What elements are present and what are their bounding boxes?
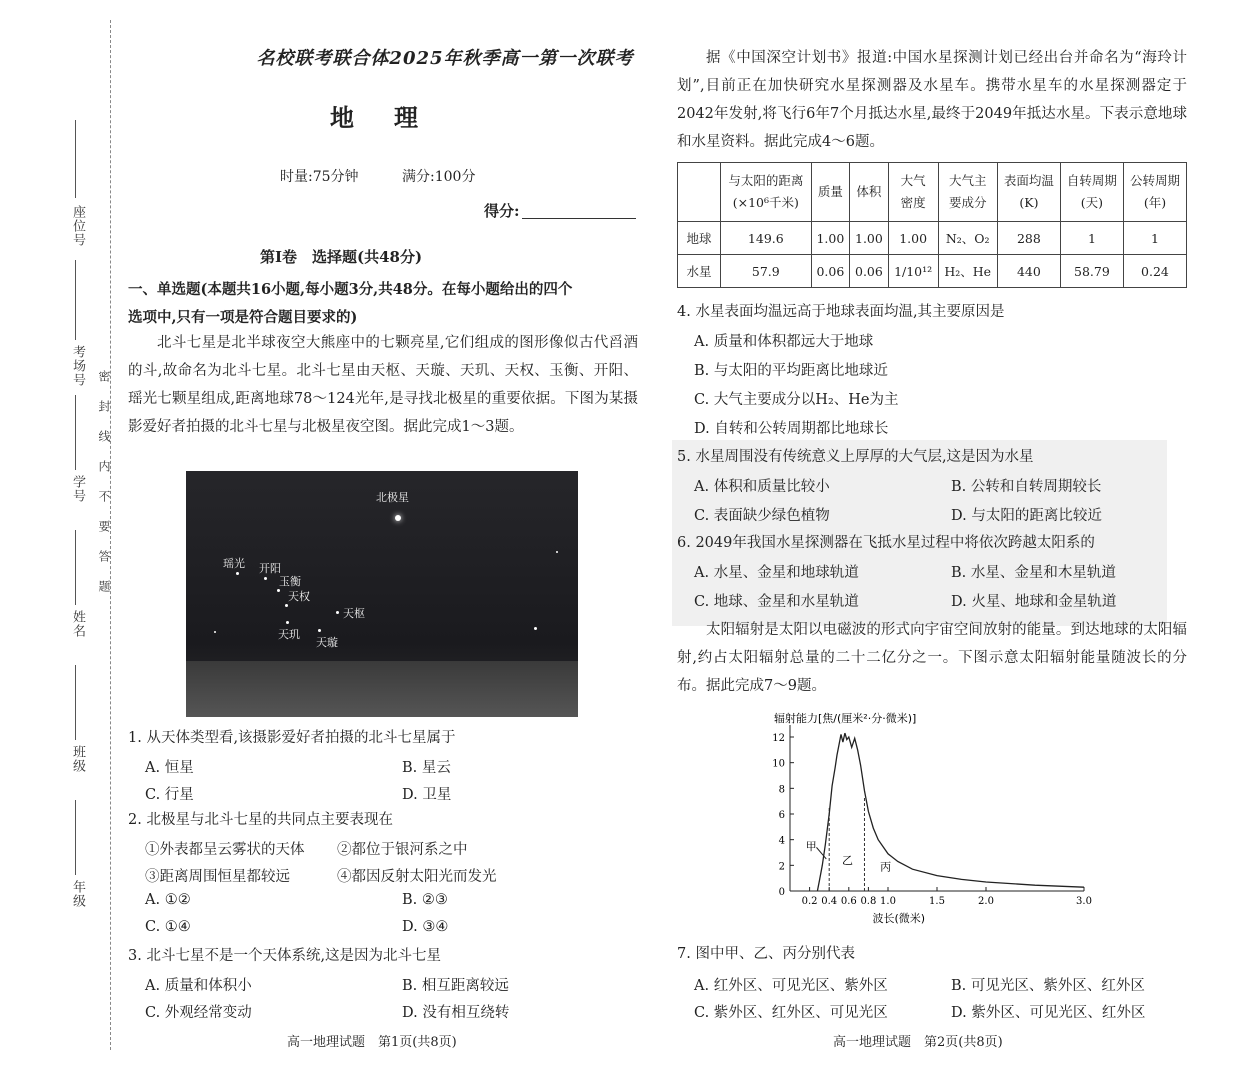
kaiyang-star (264, 577, 267, 580)
passage-big-dipper: 北斗七星是北半球夜空大熊座中的七颗亮星,它们组成的图形像似古代舀酒的斗,故命名为北斗七星。北斗七星由天枢、天璇、天玑、天权、玉衡、开阳、瑶光七颗星组成,距离地球78～124光年,是寻找北极星的重要依据。下图为某摄影爱好者拍摄的北斗七星与北极星夜空图。据此完成1～3题。 (128, 335, 638, 435)
table-header-cell (678, 163, 721, 222)
region-label-yi: 乙 (841, 854, 853, 868)
footer-left: 高一地理试题 第1页(共8页) (287, 1035, 457, 1050)
full-score: 满分:100分 (402, 169, 476, 185)
q2-option-a[interactable]: A. ①② (145, 892, 191, 908)
q5-option-c[interactable]: C. 表面缺少绿色植物 (694, 508, 830, 524)
yaoguang-label: 瑶光 (223, 557, 245, 570)
q7-option-c[interactable]: C. 紫外区、红外区、可见光区 (694, 1005, 888, 1021)
q2-option-c[interactable]: C. ①④ (145, 919, 191, 935)
table-header-cell: 质量 (811, 163, 850, 222)
tianxuan-star (318, 629, 321, 632)
instructions-line-1: 一、单选题(本题共16小题,每小题3分,共48分。在每小题给出的四个 (128, 281, 573, 298)
q4-option-a[interactable]: A. 质量和体积都远大于地球 (694, 334, 874, 350)
region-label-bing: 丙 (880, 860, 892, 874)
y-tick-label: 8 (778, 784, 785, 796)
bright-star (534, 627, 537, 630)
question-5: 5. 水星周围没有传统意义上厚厚的大气层,这是因为水星 (677, 449, 1034, 465)
table-cell: 149.6 (721, 222, 812, 255)
student-id-blank (75, 395, 76, 470)
q4-option-c[interactable]: C. 大气主要成分以H₂、He为主 (694, 392, 899, 408)
question-6: 6. 2049年我国水星探测器在飞抵水星过程中将依次跨越太阳系的 (677, 535, 1095, 551)
q5-option-b[interactable]: B. 公转和自转周期较长 (951, 479, 1102, 495)
student-id-label: 学号 (70, 475, 85, 503)
name-label: 姓名 (70, 610, 85, 638)
table-header-cell: 与太阳的距离 (×10⁶千米) (721, 163, 812, 222)
faint-star (556, 551, 558, 553)
q1-option-c[interactable]: C. 行星 (145, 787, 194, 803)
x-tick-label: 0.4 (821, 896, 838, 907)
q1-option-d[interactable]: D. 卫星 (402, 787, 452, 803)
table-header-cell: 大气 密度 (888, 163, 938, 222)
y-tick-label: 2 (778, 861, 785, 873)
table-cell: 1 (1060, 222, 1123, 255)
table-row (678, 222, 1187, 255)
q2-item-3: ③距离周围恒星都较远 (145, 869, 290, 885)
solar-radiation-chart (760, 708, 1100, 930)
passage-solar-radiation: 太阳辐射是太阳以电磁波的形式向宇宙空间放射的能量。到达地球的太阳辐射,约占太阳辐射总量的二十二亿分之一。下图示意太阳辐射能量随波长的分布。据此完成7～9题。 (677, 622, 1187, 694)
yaoguang-star (236, 572, 239, 575)
q4-option-b[interactable]: B. 与太阳的平均距离比地球近 (694, 363, 888, 379)
y-tick-label: 12 (772, 733, 785, 744)
q3-option-d[interactable]: D. 没有相互绕转 (402, 1005, 510, 1021)
table-header-cell: 公转周期 (年) (1123, 163, 1186, 222)
seat-label: 座位号 (70, 205, 85, 247)
q2-option-b[interactable]: B. ②③ (402, 892, 448, 908)
q7-option-b[interactable]: B. 可见光区、紫外区、红外区 (951, 978, 1145, 994)
polaris-label: 北极星 (376, 491, 409, 504)
exam-header: 名校联考联合体2025年秋季高一第一次联考 (256, 48, 634, 69)
table-cell: 1/10¹² (888, 255, 938, 288)
table-cell: 288 (997, 222, 1060, 255)
faint-star (214, 631, 216, 633)
q1-option-b[interactable]: B. 星云 (402, 760, 451, 776)
q2-item-2: ②都位于银河系之中 (337, 842, 468, 858)
table-cell: 1.00 (811, 222, 850, 255)
exam-room-blank (75, 260, 76, 340)
q2-option-d[interactable]: D. ③④ (402, 919, 449, 935)
x-tick-label: 1.5 (929, 896, 945, 907)
tianshu-star (336, 611, 339, 614)
class-blank (75, 665, 76, 740)
q2-item-1: ①外表都呈云雾状的天体 (145, 842, 305, 858)
question-1: 1. 从天体类型看,该摄影爱好者拍摄的北斗七星属于 (128, 730, 456, 746)
grade-blank (75, 800, 76, 875)
question-2: 2. 北极星与北斗七星的共同点主要表现在 (128, 812, 393, 828)
q5-option-d[interactable]: D. 与太阳的距离比较近 (951, 508, 1102, 524)
subject-title: 地 理 (330, 103, 426, 132)
polaris-star (395, 515, 401, 521)
class-label: 班级 (70, 745, 85, 773)
time-limit: 时量:75分钟 (280, 169, 359, 185)
q3-option-b[interactable]: B. 相互距离较远 (402, 978, 509, 994)
y-tick-label: 0 (778, 887, 785, 898)
question-3: 3. 北斗七星不是一个天体系统,这是因为北斗七星 (128, 948, 442, 964)
table-cell: 0.24 (1123, 255, 1186, 288)
table-cell: 58.79 (1060, 255, 1123, 288)
table-cell: 57.9 (721, 255, 812, 288)
region-label-jia: 甲 (805, 839, 817, 853)
kaiyang-label: 开阳 (259, 562, 281, 575)
q6-option-c[interactable]: C. 地球、金星和水星轨道 (694, 594, 859, 610)
table-header-row (678, 163, 1187, 222)
table-cell: 0.06 (811, 255, 850, 288)
q3-option-a[interactable]: A. 质量和体积小 (145, 978, 252, 994)
table-header-cell: 大气主 要成分 (938, 163, 997, 222)
y-axis-label: 辐射能力[焦/(厘米²·分·微米)] (774, 712, 917, 725)
yuheng-star (277, 589, 280, 592)
table-cell: H₂、He (938, 255, 997, 288)
grade-label: 年级 (70, 880, 85, 908)
question-4: 4. 水星表面均温远高于地球表面均温,其主要原因是 (677, 304, 1005, 320)
footer-right: 高一地理试题 第2页(共8页) (833, 1035, 1003, 1050)
tianxuan-label: 天璇 (316, 636, 338, 649)
table-cell: 1.00 (850, 222, 889, 255)
score-blank (522, 218, 636, 219)
q2-item-4: ④都因反射太阳光而发光 (337, 869, 497, 885)
table-cell: 440 (997, 255, 1060, 288)
table-header-cell: 体积 (850, 163, 889, 222)
q7-option-d[interactable]: D. 紫外区、可见光区、红外区 (951, 1005, 1146, 1021)
q6-option-a[interactable]: A. 水星、金星和地球轨道 (694, 565, 859, 581)
planet-data-table (677, 162, 1187, 288)
score-label: 得分: (484, 202, 520, 220)
question-7: 7. 图中甲、乙、丙分别代表 (677, 946, 855, 962)
x-tick-label: 3.0 (1076, 896, 1092, 907)
passage-mercury: 据《中国深空计划书》报道:中国水星探测计划已经出台并命名为“海玲计划”,目前正在加快研究水星探测器及水星车。携带水星车的水星探测器定于2042年发射,将飞行6年7个月抵达水星,最终于2049年抵达水星。下表示意地球和水星资料。据此完成4～6题。 (677, 50, 1187, 150)
binding-margin (0, 0, 118, 1092)
q6-option-d[interactable]: D. 火星、地球和金星轨道 (951, 594, 1117, 610)
night-sky-photo (186, 471, 578, 717)
y-tick-label: 6 (778, 810, 785, 821)
x-tick-label: 2.0 (978, 896, 994, 907)
q3-option-c[interactable]: C. 外观经常变动 (145, 1005, 252, 1021)
tianquan-star (285, 604, 288, 607)
table-cell: 1.00 (888, 222, 938, 255)
x-tick-label: 0.8 (860, 896, 877, 907)
table-cell: 1 (1123, 222, 1186, 255)
tianshu-label: 天枢 (343, 607, 365, 620)
y-tick-label: 10 (772, 758, 785, 770)
q5-option-a[interactable]: A. 体积和质量比较小 (694, 479, 830, 495)
x-tick-label: 1.0 (880, 896, 896, 907)
table-header-cell: 表面均温 (K) (997, 163, 1060, 222)
yuheng-label: 玉衡 (279, 575, 301, 588)
tianji-label: 天玑 (278, 628, 300, 641)
horizon-treeline (186, 661, 578, 717)
y-tick-label: 4 (778, 835, 785, 847)
q4-option-d[interactable]: D. 自转和公转周期都比地球长 (694, 421, 889, 437)
name-blank (75, 530, 76, 605)
q7-option-a[interactable]: A. 红外区、可见光区、紫外区 (694, 978, 888, 994)
table-cell: 地球 (678, 222, 721, 255)
q1-option-a[interactable]: A. 恒星 (145, 760, 194, 776)
exam-room-label: 考场号 (70, 345, 85, 387)
table-cell: 水星 (678, 255, 721, 288)
q6-option-b[interactable]: B. 水星、金星和木星轨道 (951, 565, 1116, 581)
radiation-curve (817, 733, 1084, 891)
x-tick-label: 0.2 (801, 896, 818, 907)
seat-blank (75, 120, 76, 198)
x-tick-label: 0.6 (840, 896, 857, 907)
table-header-cell: 自转周期 (天) (1060, 163, 1123, 222)
tianji-star (286, 621, 289, 624)
seal-warning: 密封线内不要答题 (97, 370, 111, 610)
x-axis-label: 波长(微米) (872, 912, 926, 925)
section-title: 第Ⅰ卷 选择题(共48分) (260, 248, 423, 266)
tianquan-label: 天权 (288, 590, 310, 603)
table-row (678, 255, 1187, 288)
instructions-line-2: 选项中,只有一项是符合题目要求的) (128, 309, 358, 326)
table-cell: 0.06 (850, 255, 889, 288)
table-cell: N₂、O₂ (938, 222, 997, 255)
